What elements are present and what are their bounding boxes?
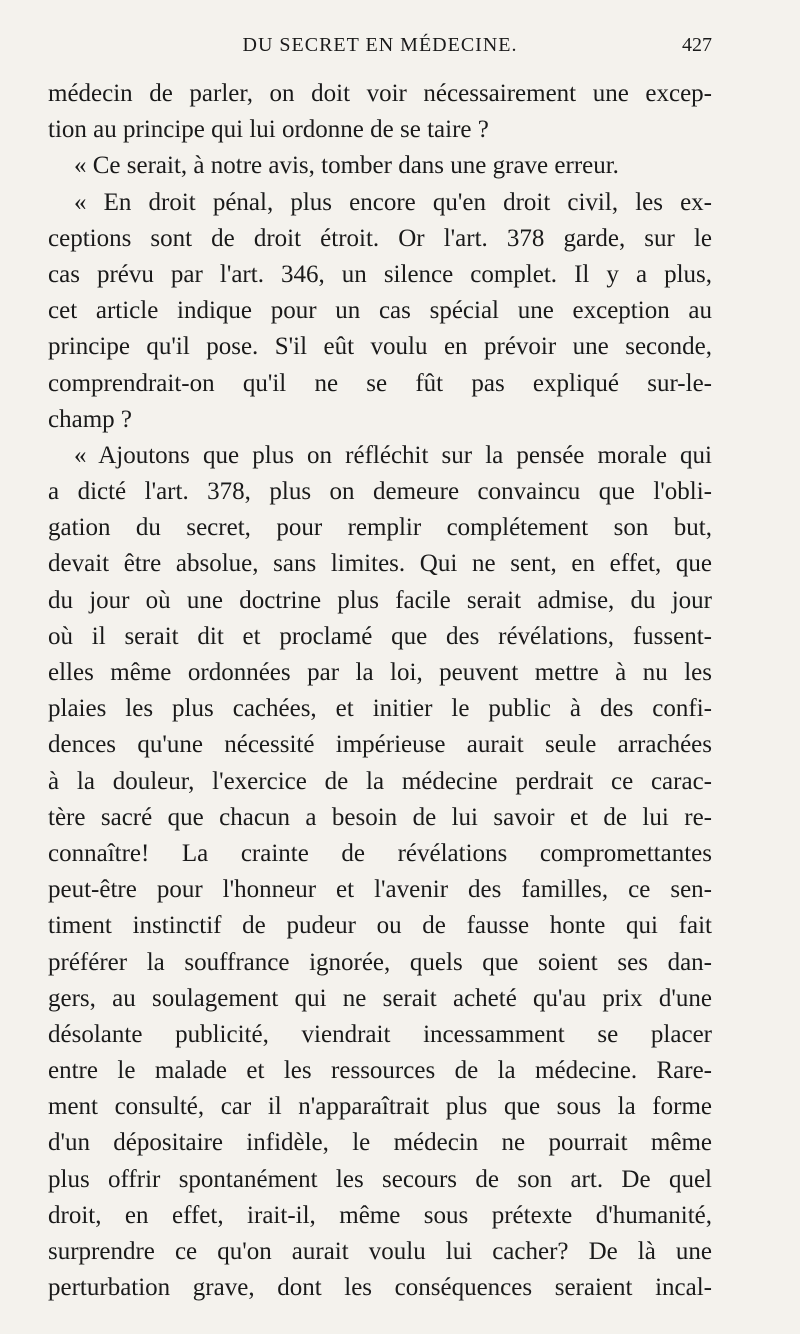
text-line: où il serait dit et proclamé que des révélations, fussent- [48, 622, 712, 650]
text-line: entre le malade et les ressources de la médecine. Rare- [48, 1057, 712, 1085]
page-number: 427 [682, 34, 712, 56]
text-line: à la douleur, l'exercice de la médecine perdrait ce carac- [48, 767, 712, 795]
body-text [48, 76, 712, 1306]
text-line: timent instinctif de pudeur ou de fausse honte qui fait [48, 912, 712, 940]
text-line: devait être absolue, sans limites. Qui ne sent, en effet, que [48, 550, 712, 578]
text-line: champ ? [48, 405, 132, 433]
text-line: elles même ordonnées par la loi, peuvent mettre à nu les [48, 659, 712, 686]
text-line: surprendre ce qu'on aurait voulu lui cacher? De là une [48, 1238, 712, 1265]
text-line: ceptions sont de droit étroit. Or l'art. 378 garde, sur le [48, 224, 712, 252]
text-line: ment consulté, car il n'apparaîtrait plus que sous la forme [48, 1093, 712, 1121]
text-line: droit, en effet, irait-il, même sous prétexte d'humanité, [48, 1201, 712, 1229]
text-line: gers, au soulagement qui ne serait acheté qu'au prix d'une [48, 984, 712, 1012]
text-line: dences qu'une nécessité impérieuse aurait seule arrachées [48, 731, 712, 759]
text-line: d'un dépositaire infidèle, le médecin ne pourrait même [48, 1129, 712, 1157]
text-line: cet article indique pour un cas spécial une exception au [48, 297, 712, 325]
running-head [48, 34, 712, 64]
text-line: préférer la souffrance ignorée, quels que soient ses dan- [48, 948, 712, 976]
text-line: gation du secret, pour remplir complétement son but, [48, 514, 712, 542]
text-line: a dicté l'art. 378, plus on demeure convaincu que l'obli- [48, 478, 712, 506]
text-line: plus offrir spontanément les secours de son art. De quel [48, 1165, 712, 1193]
text-line: médecin de parler, on doit voir nécessairement une excep- [48, 80, 712, 107]
text-line: « En droit pénal, plus encore qu'en droit civil, les ex- [74, 188, 712, 216]
text-line: tion au principe qui lui ordonne de se taire ? [48, 116, 489, 144]
text-line: tère sacré que chacun a besoin de lui savoir et de lui re- [48, 803, 712, 831]
text-line: comprendrait-on qu'il ne se fût pas expliqué sur-le- [48, 369, 712, 397]
text-line: peut-être pour l'honneur et l'avenir des familles, ce sen- [48, 876, 712, 904]
text-line: « Ajoutons que plus on réfléchit sur la pensée morale qui [74, 441, 712, 469]
text-line: plaies les plus cachées, et initier le public à des confi- [48, 695, 712, 723]
text-line: cas prévu par l'art. 346, un silence complet. Il y a plus, [48, 260, 712, 288]
text-line: « Ce serait, à notre avis, tomber dans une grave erreur. [74, 152, 619, 180]
running-title: DU SECRET EN MÉDECINE. [242, 34, 518, 56]
text-line: perturbation grave, dont les conséquences seraient incal- [48, 1274, 712, 1302]
text-line: du jour où une doctrine plus facile serait admise, du jour [48, 586, 712, 614]
text-line: désolante publicité, viendrait incessamment se placer [48, 1020, 712, 1048]
text-line: principe qu'il pose. S'il eût voulu en prévoir une seconde, [48, 333, 712, 361]
text-line: connaître! La crainte de révélations compromettantes [48, 839, 712, 867]
